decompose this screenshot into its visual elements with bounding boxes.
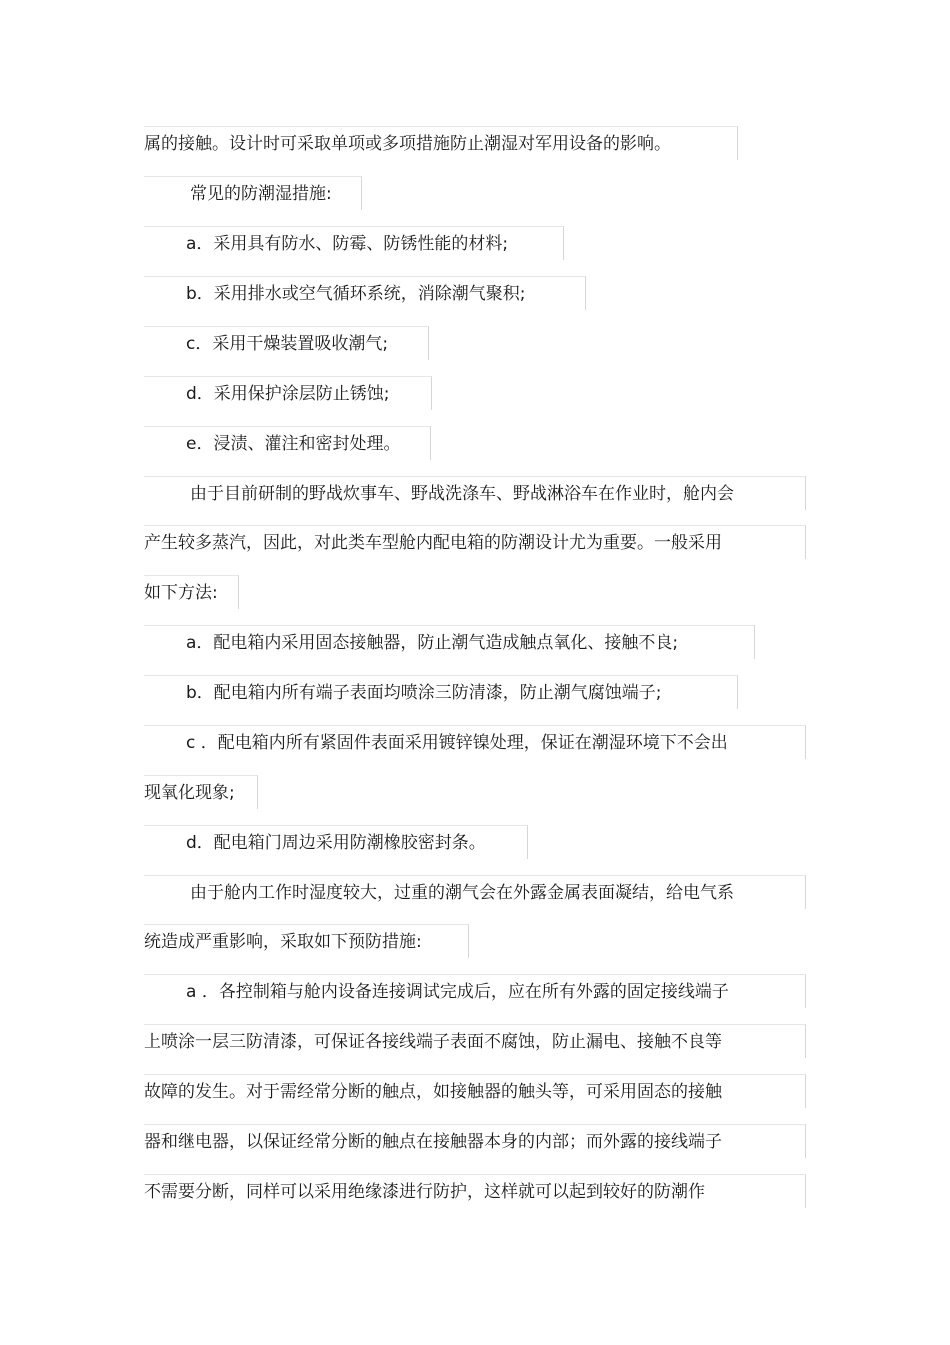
line-text: 属的接触。设计时可采取单项或多项措施防止潮湿对军用设备的影响。 (144, 134, 671, 154)
list-item (144, 276, 586, 310)
list-item (144, 625, 755, 659)
text-line (144, 1074, 806, 1108)
line-text: c ．配电箱内所有紧固件表面采用镀锌镍处理，保证在潮湿环境下不会出 (186, 733, 728, 753)
line-text: 不需要分断，同样可以采用绝缘漆进行防护，这样就可以起到较好的防潮作 (144, 1182, 705, 1202)
list-item (144, 326, 429, 360)
text-line (144, 1124, 806, 1158)
text-line (144, 1174, 806, 1208)
line-text: a．配电箱内采用固态接触器，防止潮气造成触点氧化、接触不良; (186, 633, 679, 653)
text-line (144, 176, 362, 210)
line-text: 故障的发生。对于需经常分断的触点，如接触器的触头等，可采用固态的接触 (144, 1082, 722, 1102)
text-line (144, 525, 806, 559)
text-line (144, 1024, 806, 1058)
line-text: a．采用具有防水、防霉、防锈性能的材料; (186, 234, 509, 254)
line-text: b．采用排水或空气循环系统，消除潮气聚积; (186, 284, 526, 304)
text-line (144, 575, 239, 609)
line-text: 由于目前研制的野战炊事车、野战洗涤车、野战淋浴车在作业时，舱内会 (190, 484, 734, 504)
line-text: d．采用保护涂层防止锈蚀; (186, 384, 390, 404)
line-text: 器和继电器，以保证经常分断的触点在接触器本身的内部；而外露的接线端子 (144, 1132, 722, 1152)
line-text: a ．各控制箱与舱内设备连接调试完成后，应在所有外露的固定接线端子 (186, 982, 729, 1002)
line-text: 由于舱内工作时湿度较大，过重的潮气会在外露金属表面凝结，给电气系 (190, 883, 734, 903)
line-text: e．浸渍、灌注和密封处理。 (186, 434, 401, 454)
list-item (144, 825, 528, 859)
line-text: d．配电箱门周边采用防潮橡胶密封条。 (186, 833, 486, 853)
list-item (144, 675, 738, 709)
list-item (144, 226, 564, 260)
text-line (144, 126, 738, 160)
line-text: 如下方法: (144, 583, 218, 603)
list-item (144, 426, 431, 460)
line-text: b．配电箱内所有端子表面均喷涂三防清漆，防止潮气腐蚀端子; (186, 683, 662, 703)
line-text: 现氧化现象; (144, 783, 235, 803)
line-text: 常见的防潮湿措施: (190, 184, 332, 204)
text-line (144, 775, 258, 809)
text-line (144, 875, 806, 909)
list-item (144, 376, 432, 410)
line-text: 统造成严重影响，采取如下预防措施: (144, 932, 422, 952)
text-line (144, 924, 469, 958)
list-item (144, 974, 806, 1008)
line-text: c．采用干燥装置吸收潮气; (186, 334, 389, 354)
text-line (144, 476, 806, 510)
line-text: 上喷涂一层三防清漆，可保证各接线端子表面不腐蚀，防止漏电、接触不良等 (144, 1032, 722, 1052)
line-text: 产生较多蒸汽，因此，对此类车型舱内配电箱的防潮设计尤为重要。一般采用 (144, 533, 722, 553)
list-item (144, 725, 806, 759)
